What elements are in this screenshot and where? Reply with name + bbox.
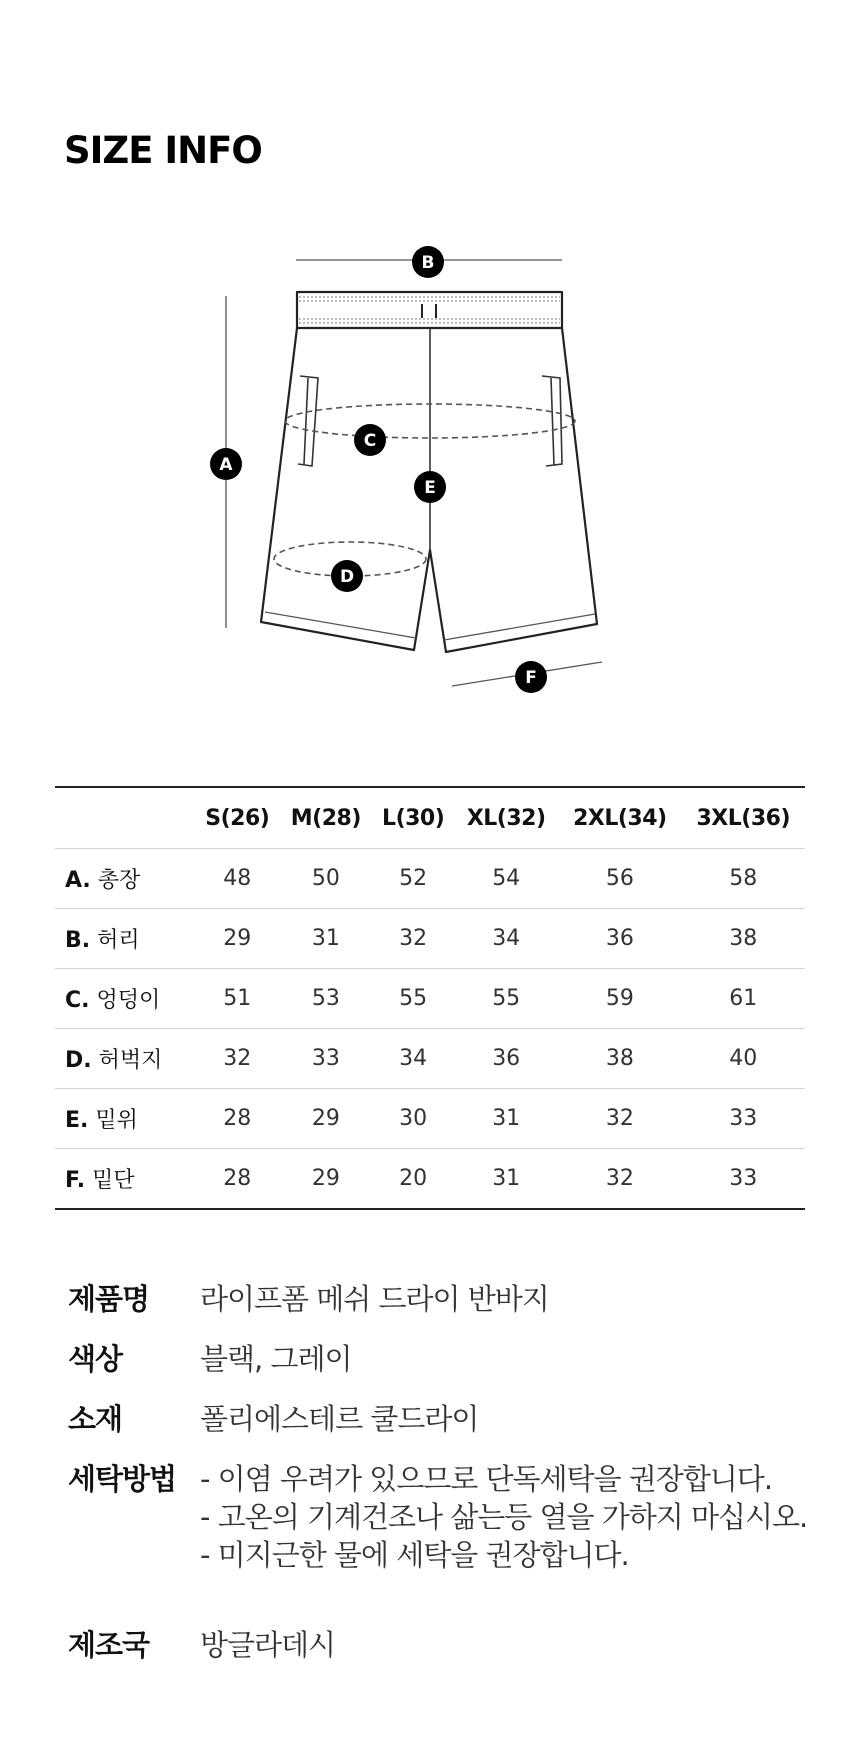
care-label: 세탁방법 (68, 1462, 177, 1496)
origin-value: 방글라데시 (200, 1628, 336, 1662)
table-cell: 56 (558, 849, 681, 909)
table-cell: 55 (372, 969, 454, 1029)
name-label: 제품명 (68, 1282, 150, 1316)
row-label (55, 1029, 195, 1089)
size-table (55, 786, 805, 1210)
table-cell: 36 (558, 909, 681, 969)
info-row-color (68, 1340, 828, 1378)
row-key: C. (65, 988, 90, 1013)
care-line: - 고온의 기계건조나 삶는등 열을 가하지 마십시오. (200, 1500, 808, 1534)
row-key: F. (65, 1168, 86, 1193)
table-cell: 29 (195, 909, 280, 969)
table-cell: 53 (280, 969, 373, 1029)
color-value: 블랙, 그레이 (200, 1342, 352, 1376)
table-cell: 31 (492, 1166, 521, 1191)
row-label (55, 969, 195, 1029)
row-name: 엉덩이 (96, 988, 161, 1013)
table-cell: 36 (454, 1029, 558, 1089)
table-row (55, 1029, 805, 1089)
table-cell: 54 (454, 849, 558, 909)
table-row (55, 1089, 805, 1149)
row-key: B. (65, 928, 91, 953)
table-cell: 20 (399, 1166, 428, 1191)
table-row (55, 969, 805, 1029)
material-label: 소재 (68, 1402, 123, 1436)
table-cell: 51 (195, 969, 280, 1029)
info-row-name (68, 1280, 828, 1318)
table-cell: 28 (223, 1166, 252, 1191)
care-instructions (200, 1460, 807, 1574)
table-cell: 32 (558, 1089, 681, 1149)
svg-text:D: D (339, 567, 355, 587)
row-key: A. (65, 868, 91, 893)
table-cell: 48 (195, 849, 280, 909)
table-cell: 30 (372, 1089, 454, 1149)
table-cell: 29 (311, 1166, 340, 1191)
row-label (55, 1149, 195, 1210)
size-header: S(26) (195, 787, 280, 849)
table-cell: 34 (372, 1029, 454, 1089)
table-cell: 59 (558, 969, 681, 1029)
table-cell: 34 (454, 909, 558, 969)
table-cell: 38 (682, 909, 805, 969)
table-cell: 33 (729, 1166, 758, 1191)
row-label (55, 909, 195, 969)
shorts-diagram (0, 0, 860, 740)
svg-text:F: F (525, 668, 537, 688)
page-title: SIZE INFO (64, 129, 262, 172)
svg-text:B: B (421, 253, 435, 273)
size-header: L(30) (372, 787, 454, 849)
label-e (414, 471, 446, 503)
table-cell: 58 (682, 849, 805, 909)
row-label (55, 849, 195, 909)
info-row-origin (68, 1626, 828, 1664)
pocket-right (542, 376, 562, 466)
label-b (412, 246, 444, 278)
table-cell: 55 (454, 969, 558, 1029)
size-header: 2XL(34) (558, 787, 681, 849)
table-row (55, 909, 805, 969)
table-cell: 52 (372, 849, 454, 909)
size-header: XL(32) (454, 787, 558, 849)
row-name: 허벅지 (98, 1048, 163, 1073)
table-cell: 40 (682, 1029, 805, 1089)
row-key: D. (65, 1048, 92, 1073)
row-name: 허리 (97, 928, 140, 953)
table-cell: 61 (682, 969, 805, 1029)
name-value: 라이프폼 메쉬 드라이 반바지 (200, 1282, 549, 1316)
info-row-material (68, 1400, 828, 1438)
table-cell: 29 (280, 1089, 373, 1149)
row-label (55, 1089, 195, 1149)
table-row (55, 849, 805, 909)
label-d (331, 560, 363, 592)
row-name: 밑위 (95, 1108, 138, 1133)
size-table-header-row (55, 787, 805, 849)
care-line: - 미지근한 물에 세탁을 권장합니다. (200, 1538, 629, 1572)
table-cell: 28 (195, 1089, 280, 1149)
svg-text:E: E (424, 478, 436, 498)
label-a (210, 448, 242, 480)
label-f (515, 661, 547, 693)
table-cell: 32 (372, 909, 454, 969)
svg-text:C: C (363, 431, 377, 451)
table-cell: 38 (558, 1029, 681, 1089)
table-cell: 33 (280, 1029, 373, 1089)
hem-stitching (265, 612, 595, 640)
product-info (68, 1280, 828, 1664)
care-line: - 이염 우려가 있으므로 단독세탁을 권장합니다. (200, 1462, 773, 1496)
size-header: 3XL(36) (682, 787, 805, 849)
label-c (354, 424, 386, 456)
table-row (55, 1149, 805, 1210)
waistband-stitching (299, 297, 560, 323)
table-cell: 33 (682, 1089, 805, 1149)
info-row-care (68, 1460, 828, 1574)
table-cell: 32 (195, 1029, 280, 1089)
row-key: E. (65, 1108, 89, 1133)
svg-text:A: A (219, 455, 233, 475)
drawstring (422, 304, 436, 318)
size-table-corner (55, 787, 195, 849)
row-name: 밑단 (92, 1168, 135, 1193)
table-cell: 50 (280, 849, 373, 909)
color-label: 색상 (68, 1342, 123, 1376)
pocket-left (298, 376, 318, 466)
row-name: 총장 (97, 868, 141, 893)
table-cell: 31 (280, 909, 373, 969)
table-cell: 32 (605, 1166, 634, 1191)
origin-label: 제조국 (68, 1628, 150, 1662)
material-value: 폴리에스테르 쿨드라이 (200, 1402, 479, 1436)
size-header: M(28) (280, 787, 373, 849)
table-cell: 31 (454, 1089, 558, 1149)
